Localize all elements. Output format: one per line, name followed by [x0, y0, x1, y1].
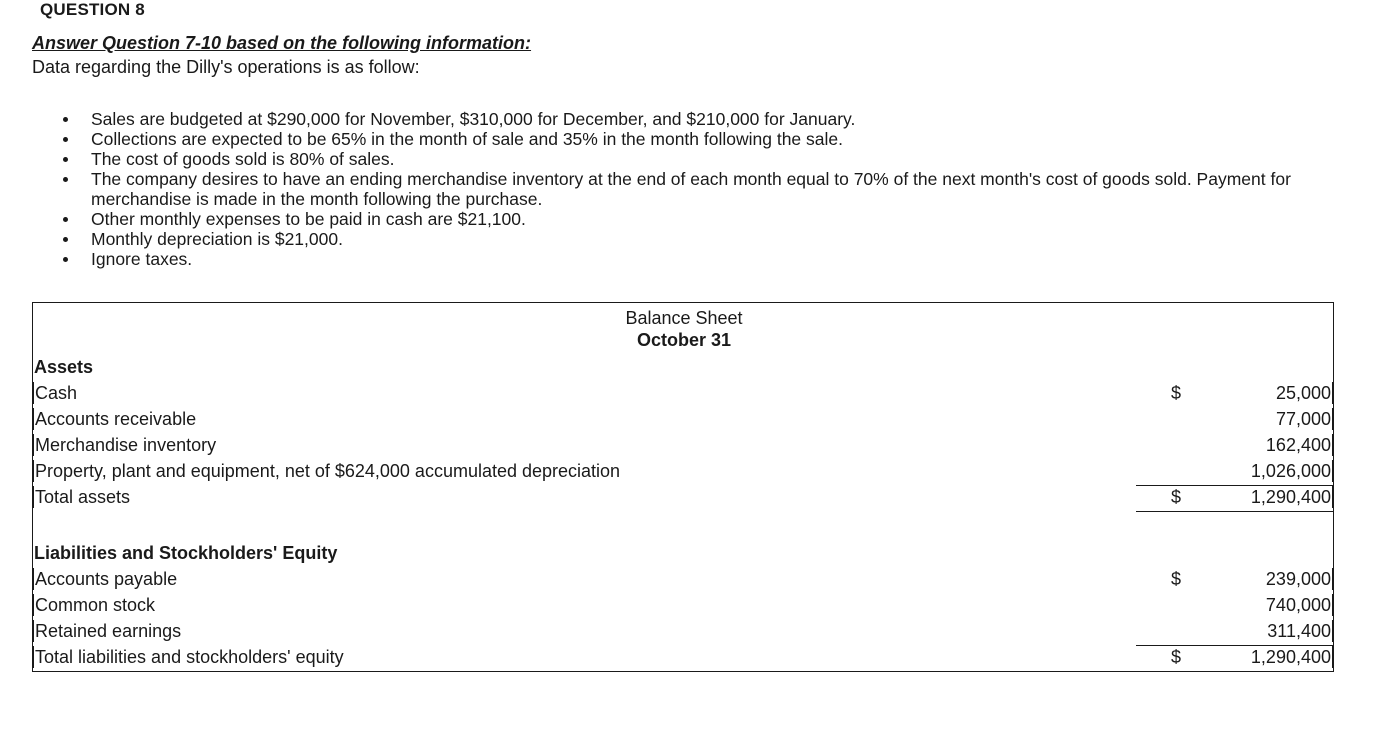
- instructions-heading: Answer Question 7-10 based on the following information:: [32, 33, 532, 53]
- balance-sheet-date: October 31: [636, 330, 732, 350]
- list-item: Sales are budgeted at $290,000 for November, $310,000 for December, and $210,000 for January.: [60, 109, 1320, 129]
- currency-symbol: $: [1171, 383, 1182, 403]
- row-amount: 25,000: [1275, 383, 1331, 403]
- assets-heading: Assets: [34, 357, 94, 377]
- list-item: Collections are expected to be 65% in the month of sale and 35% in the month following the sale.: [60, 129, 1320, 149]
- row-amount: 77,000: [1275, 409, 1331, 429]
- row-amount: 239,000: [1265, 569, 1331, 589]
- row-label: Property, plant and equipment, net of $624,000 accumulated depreciation: [35, 461, 621, 481]
- row-amount: 1,290,400: [1250, 487, 1331, 507]
- table-row: [33, 566, 1333, 592]
- list-item: The cost of goods sold is 80% of sales.: [60, 149, 1320, 169]
- row-label: Cash: [35, 383, 78, 403]
- table-row: [33, 458, 1333, 484]
- row-label: Accounts payable: [35, 569, 178, 589]
- table-row: [33, 592, 1333, 618]
- row-label: Total liabilities and stockholders' equity: [35, 647, 344, 667]
- list-item: The company desires to have an ending merchandise inventory at the end of each month equal to 70% of the next month's cost of goods sold. Payment for merchandise is made in the month following the purchase.: [60, 169, 1320, 209]
- assets-heading-row: [33, 354, 1333, 380]
- table-row: [33, 618, 1333, 644]
- liabilities-heading: Liabilities and Stockholders' Equity: [34, 543, 338, 563]
- table-row: [33, 406, 1333, 432]
- row-amount: 1,026,000: [1250, 461, 1331, 481]
- row-label: Retained earnings: [35, 621, 182, 641]
- currency-symbol: $: [1171, 569, 1182, 589]
- row-amount: 1,290,400: [1250, 647, 1331, 667]
- row-label: Accounts receivable: [35, 409, 197, 429]
- currency-symbol: $: [1171, 647, 1182, 667]
- balance-sheet-title: Balance Sheet: [625, 308, 743, 328]
- list-item: Other monthly expenses to be paid in cash are $21,100.: [60, 209, 1320, 229]
- list-item: Monthly depreciation is $21,000.: [60, 229, 1320, 249]
- question-title: QUESTION 8: [40, 0, 145, 19]
- row-amount: 162,400: [1265, 435, 1331, 455]
- row-label: Merchandise inventory: [35, 435, 217, 455]
- currency-symbol: $: [1171, 487, 1182, 507]
- row-amount: 311,400: [1267, 621, 1331, 641]
- liabilities-heading-row: [33, 540, 1333, 566]
- total-rule: [1136, 511, 1334, 512]
- balance-sheet-table: [32, 302, 1334, 672]
- row-label: Common stock: [35, 595, 156, 615]
- table-row: [33, 432, 1333, 458]
- table-row: [33, 380, 1333, 406]
- intro-text: Data regarding the Dilly's operations is as follow:: [32, 57, 420, 77]
- assumptions-list: [60, 109, 1320, 269]
- row-amount: 740,000: [1265, 595, 1331, 615]
- total-liabilities-row: [33, 644, 1333, 670]
- row-label: Total assets: [35, 487, 131, 507]
- total-assets-row: [33, 484, 1333, 510]
- list-item: Ignore taxes.: [60, 249, 1320, 269]
